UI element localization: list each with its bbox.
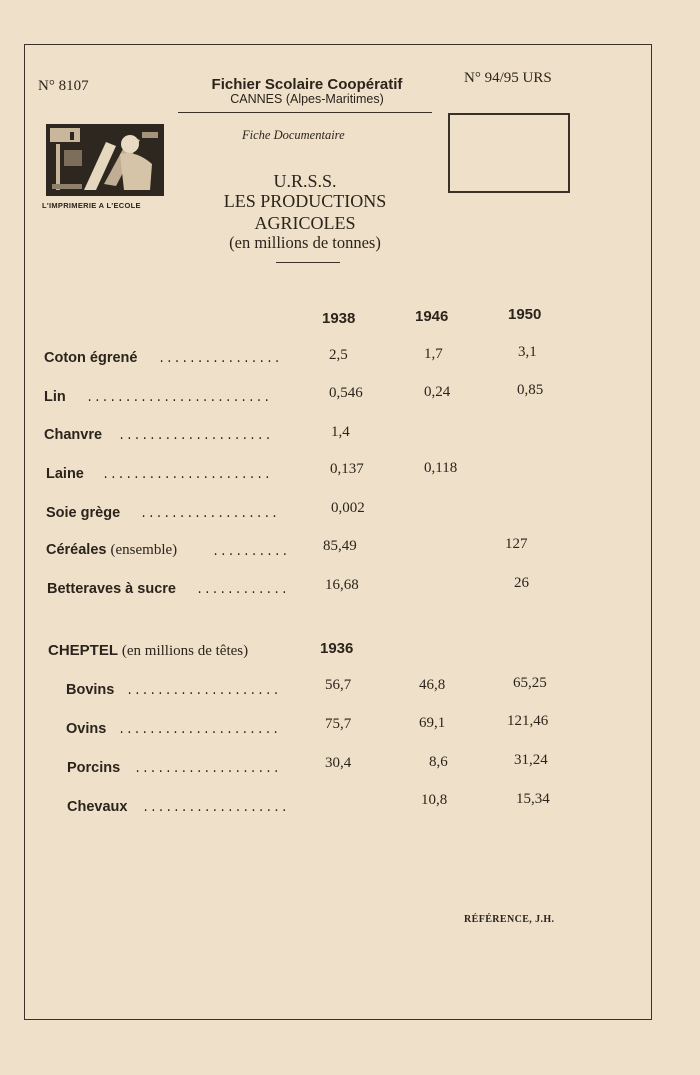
row-label: Bovins <box>66 682 115 698</box>
value-1950: 121,46 <box>507 713 549 729</box>
title-main: LES PRODUCTIONS <box>223 191 387 211</box>
logo-caption: L'IMPRIMERIE A L'ECOLE <box>42 201 141 210</box>
row-label: Laine <box>46 466 84 482</box>
row-label: Chanvre <box>44 427 103 443</box>
header-rule <box>178 112 432 113</box>
title-main-2: AGRICOLES <box>254 213 356 233</box>
leader-dots: ...................... <box>102 468 272 482</box>
value-1936: 75,7 <box>325 716 352 732</box>
value-1946: 8,6 <box>429 754 448 770</box>
leader-dots: ........................ <box>86 391 271 405</box>
leader-dots: ................... <box>134 762 281 776</box>
leader-dots: .................... <box>118 429 273 443</box>
value-1938: 0,137 <box>330 461 364 477</box>
row-label: Coton égrené <box>44 350 138 366</box>
year-header-1950: 1950 <box>508 306 542 323</box>
leader-dots: .................. <box>140 507 279 521</box>
value-1950: 3,1 <box>518 344 537 360</box>
leader-dots: ..................... <box>118 723 280 737</box>
year-header-1946: 1946 <box>415 308 449 325</box>
value-1950: 127 <box>505 536 528 552</box>
row-label: Porcins <box>67 760 121 776</box>
value-1950: 26 <box>514 575 529 591</box>
classification-number: N° 94/95 URS <box>464 70 552 86</box>
title-rule <box>276 262 340 263</box>
value-1946: 1,7 <box>424 346 443 362</box>
value-1936: 56,7 <box>325 677 352 693</box>
row-label: Soie grège <box>46 505 121 521</box>
value-1938: 0,546 <box>329 385 363 401</box>
value-1936: 30,4 <box>325 755 352 771</box>
printing-press-logo <box>46 124 164 196</box>
value-1946: 0,118 <box>424 460 458 476</box>
row-label-note: (ensemble) <box>110 542 178 558</box>
year-header-1936: 1936 <box>320 640 354 657</box>
value-1938: 2,5 <box>329 347 348 363</box>
value-1946: 0,24 <box>424 384 451 400</box>
row-label: Ovins <box>66 721 107 737</box>
title-unit: (en millions de tonnes) <box>229 233 381 252</box>
organization-title: Fichier Scolaire Coopératif <box>211 76 403 93</box>
value-1950: 65,25 <box>513 675 547 691</box>
value-1950: 0,85 <box>517 382 544 398</box>
document-type: Fiche Documentaire <box>242 128 345 142</box>
cheptel-unit: (en millions de têtes) <box>121 643 249 659</box>
value-1938: 0,002 <box>331 500 365 516</box>
value-1938: 85,49 <box>323 538 357 554</box>
row-label: Chevaux <box>67 799 128 815</box>
row-label: Betteraves à sucre <box>47 581 176 597</box>
value-1950: 15,34 <box>516 791 550 807</box>
organization-location: CANNES (Alpes-Maritimes) <box>230 92 384 106</box>
value-1938: 16,68 <box>325 577 359 593</box>
row-label: Lin <box>44 389 66 405</box>
year-header-1938: 1938 <box>322 310 356 327</box>
leader-dots: .......... <box>212 545 290 559</box>
value-1938: 1,4 <box>331 424 350 440</box>
leader-dots: .................... <box>126 684 281 698</box>
value-1946: 10,8 <box>421 792 448 808</box>
cheptel-heading <box>48 642 248 660</box>
value-1946: 69,1 <box>419 715 446 731</box>
row-label-main: Céréales <box>46 542 107 558</box>
value-1946: 46,8 <box>419 677 446 693</box>
blank-stamp-box <box>448 113 570 193</box>
leader-dots: ................... <box>142 801 289 815</box>
value-1950: 31,24 <box>514 752 548 768</box>
sheet-number: N° 8107 <box>38 78 89 94</box>
cheptel-title: CHEPTEL <box>48 642 118 659</box>
title-country: U.R.S.S. <box>273 171 337 191</box>
row-label <box>46 542 177 559</box>
reference-note: RÉFÉRENCE, J.H. <box>464 914 555 925</box>
leader-dots: ............ <box>196 583 289 597</box>
leader-dots: ................ <box>158 352 282 366</box>
